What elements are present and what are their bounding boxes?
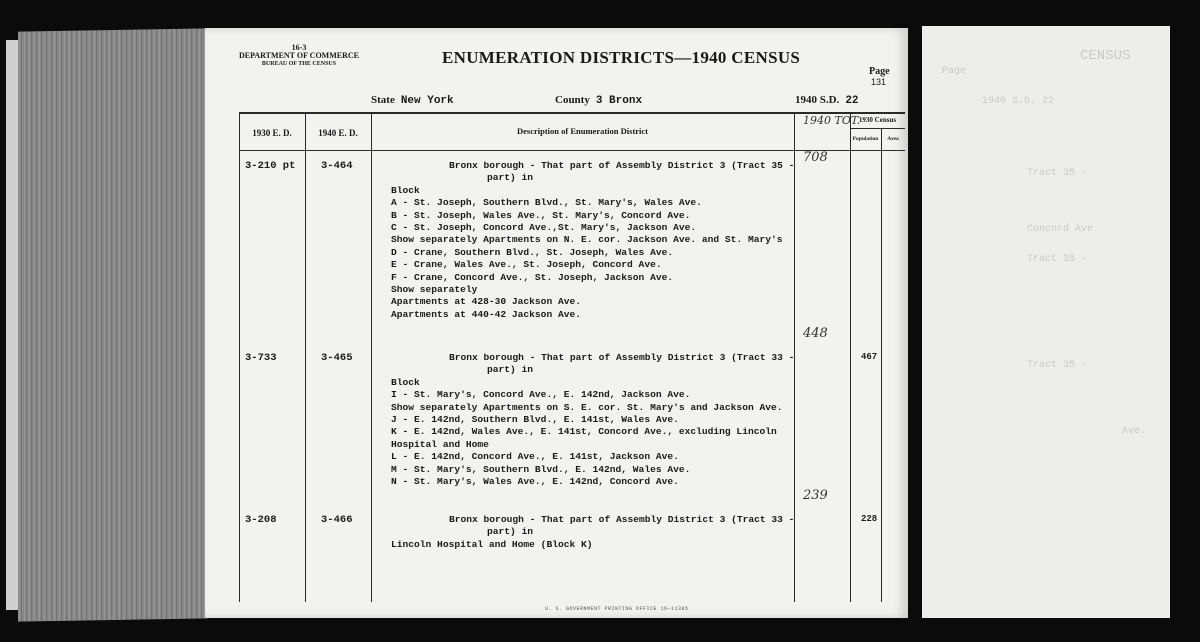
description-line: Bronx borough - That part of Assembly District 3 (Tract 33 - [449, 514, 795, 525]
sd-field [795, 94, 859, 107]
description-line: Apartments at 428-30 Jackson Ave. [391, 296, 581, 308]
description-line: E - Crane, Wales Ave., St. Joseph, Concord Ave. [391, 259, 662, 271]
page-number: 131 [871, 77, 887, 87]
handwritten-count: 448 [803, 326, 828, 341]
description-line: M - St. Mary's, Southern Blvd., E. 142nd, Wales Ave. [391, 463, 691, 475]
sd-value: 22 [845, 95, 859, 107]
book-spine [18, 28, 208, 621]
dept-line: DEPARTMENT OF COMMERCE [239, 51, 360, 60]
printing-office-footer: U. S. GOVERNMENT PRINTING OFFICE 16—11385 [545, 606, 689, 612]
description-line: D - Crane, Southern Blvd., St. Joseph, Wales Ave. [391, 246, 674, 258]
population-cell: 467 [861, 352, 878, 362]
description-line: Apartments at 440-42 Jackson Ave. [391, 308, 581, 320]
description-line: Show separately [391, 284, 478, 295]
description-line: K - E. 142nd, Wales Ave., E. 141st, Concord Ave., excluding Lincoln [391, 426, 777, 438]
ed-1930-cell: 3-210 pt [245, 160, 296, 172]
handwritten-count: 708 [803, 150, 828, 165]
col-rule-pop [850, 112, 851, 602]
description-line: part) in [487, 526, 534, 538]
handwritten-count: 239 [803, 488, 828, 503]
description-line: B - St. Joseph, Wales Ave., St. Mary's, Concord Ave. [391, 209, 691, 221]
description-line: N - St. Mary's, Wales Ave., E. 142nd, Concord Ave. [391, 476, 679, 487]
facing-page: CENSUS Page 1940 S.D. 22 Tract 35 - Concord Ave. Tract 35 - Tract 35 - Ave. [922, 26, 1170, 618]
description-line: C - St. Joseph, Concord Ave.,St. Mary's, Jackson Ave. [391, 222, 697, 233]
state-field [371, 94, 454, 107]
state-value: New York [400, 95, 454, 107]
description-line: Lincoln Hospital and Home (Block K) [391, 538, 593, 550]
description-line: part) in [487, 172, 534, 184]
col-header-description: Description of Enumeration District [516, 126, 649, 136]
county-value: 3 Bronx [595, 95, 643, 107]
col-header-area: Area [887, 136, 899, 142]
county-label: County [555, 94, 590, 106]
description-line: Bronx borough - That part of Assembly District 3 (Tract 35 - [449, 160, 795, 171]
description-line: Show separately Apartments on S. E. cor. St. Mary's and Jackson Ave. [391, 401, 783, 413]
description-line: I - St. Mary's, Concord Ave., E. 142nd, Jackson Ave. [391, 389, 691, 401]
description-line: Block [391, 184, 420, 196]
ed-1930-cell: 3-208 [245, 514, 277, 526]
description-line: F - Crane, Concord Ave., St. Joseph, Jackson Ave. [391, 271, 674, 283]
ed-1940-cell: 3-464 [321, 160, 353, 172]
ed-1940-cell: 3-465 [321, 352, 353, 364]
ed-1930-cell: 3-733 [245, 352, 277, 364]
description-line: L - E. 142nd, Concord Ave., E. 141st, Jackson Ave. [391, 451, 679, 463]
state-label: State [371, 94, 395, 106]
description-line: J - E. 142nd, Southern Blvd., E. 141st, Wales Ave. [391, 414, 679, 425]
bureau-line: BUREAU OF THE CENSUS [261, 61, 337, 67]
page-label: Page [869, 66, 890, 77]
col-header-1940: 1940 E. D. [318, 128, 358, 138]
page-number-label [869, 66, 908, 88]
col-rule-area [881, 128, 882, 602]
description-line: A - St. Joseph, Southern Blvd., St. Mary's, Wales Ave. [391, 197, 702, 209]
ed-1940-cell: 3-466 [321, 514, 353, 526]
census-subhead-rule [850, 128, 905, 129]
department-header [239, 44, 359, 68]
census-page [205, 28, 908, 618]
handwritten-total-label: 1940 TOT. [803, 114, 861, 127]
dept-number: 16-3 [291, 43, 307, 52]
population-cell: 228 [861, 514, 878, 524]
col-rule-left [239, 112, 240, 602]
col-header-population: Population [852, 136, 879, 142]
sd-label: 1940 S.D. [795, 94, 840, 106]
col-header-census: 1930 Census [858, 116, 897, 124]
description-line: part) in [487, 364, 534, 376]
col-header-1930: 1930 E. D. [252, 128, 292, 138]
col-rule-1940 [371, 112, 372, 602]
col-rule-1930 [305, 112, 306, 602]
description-line: Block [391, 376, 420, 388]
description-line: Hospital and Home [391, 438, 489, 450]
description-line: Bronx borough - That part of Assembly District 3 (Tract 33 - [449, 352, 795, 363]
description-line: Show separately Apartments on N. E. cor. Jackson Ave. and St. Mary's [391, 234, 783, 246]
county-field [555, 94, 642, 107]
page-title: ENUMERATION DISTRICTS—1940 CENSUS [442, 48, 801, 67]
